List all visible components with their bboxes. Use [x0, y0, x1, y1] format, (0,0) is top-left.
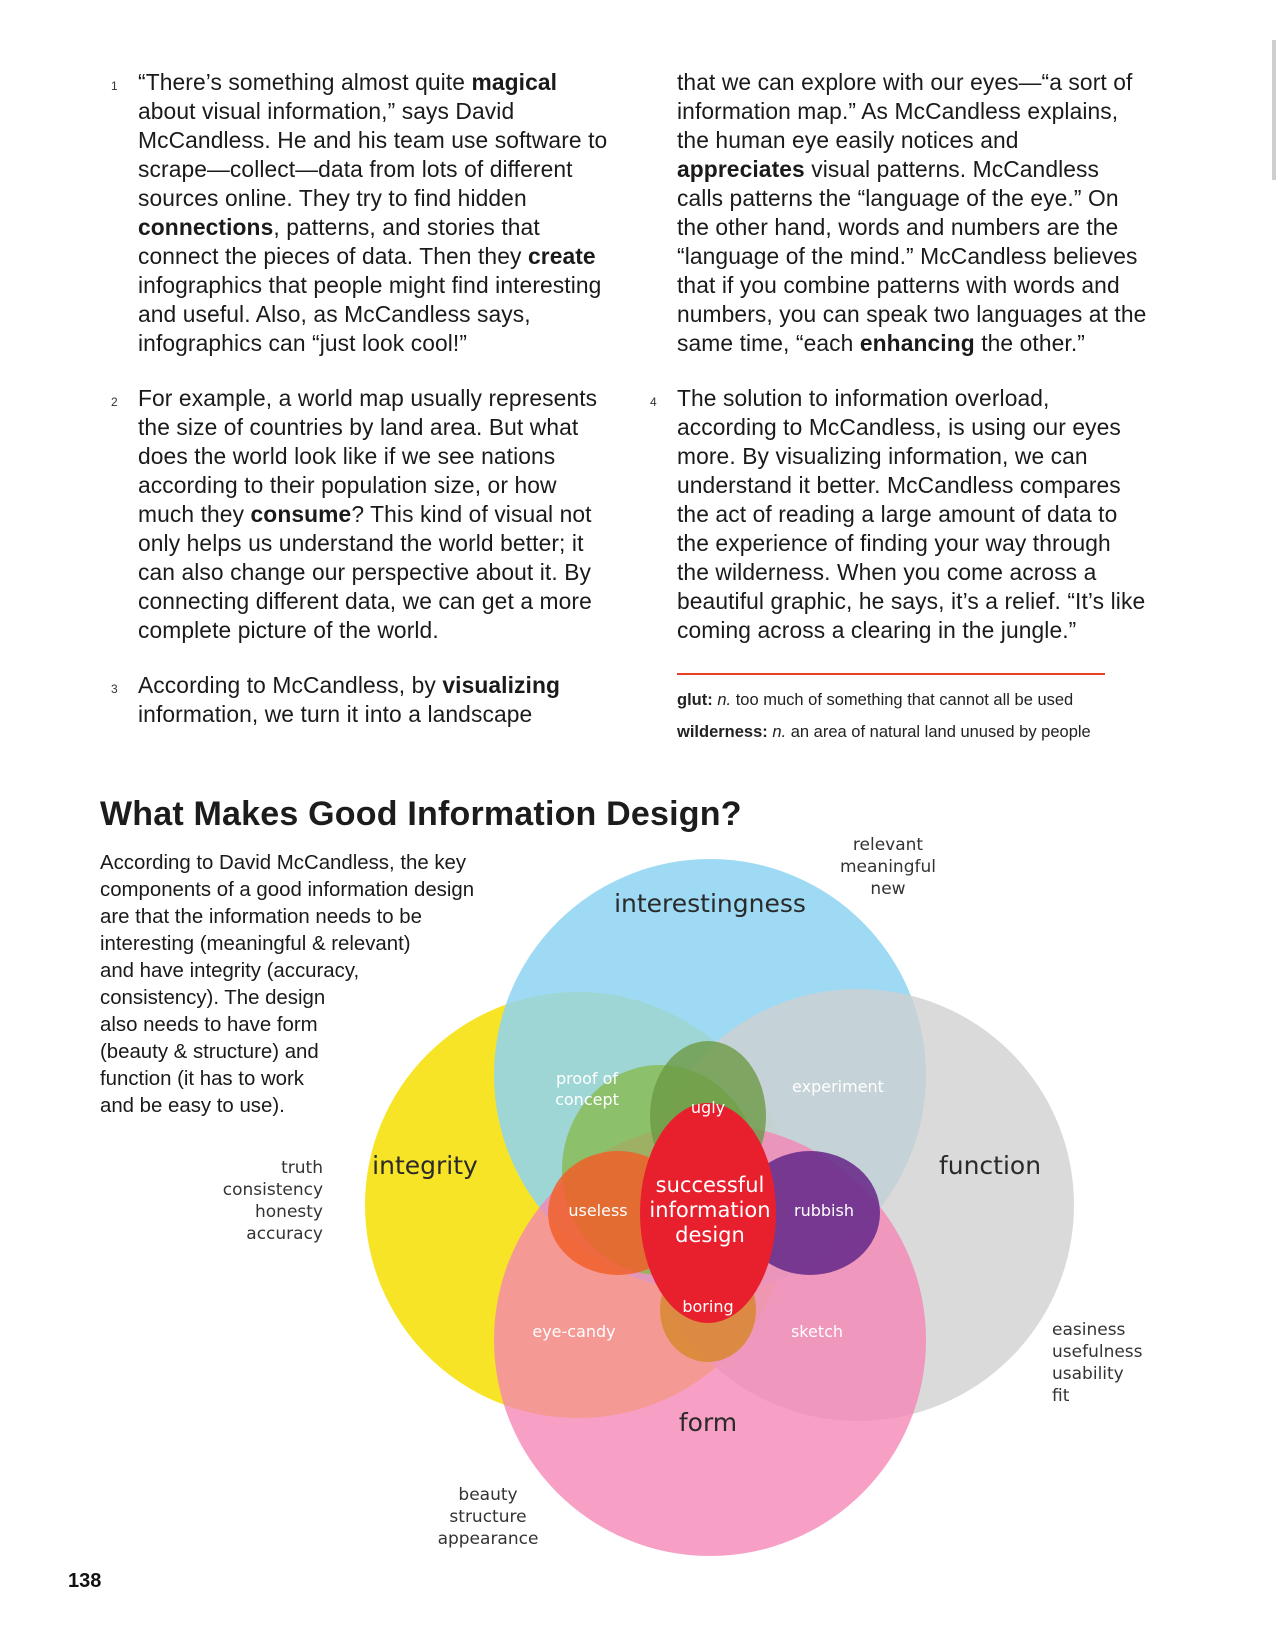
intro-line: and have integrity (accuracy,: [100, 960, 360, 982]
glossary-pos: n.: [717, 691, 732, 709]
eye-candy-label: eye-candy: [532, 1322, 616, 1341]
rubbish-label: rubbish: [794, 1201, 854, 1220]
glossary-definition: too much of something that cannot all be used: [735, 691, 1074, 709]
boring-label: boring: [682, 1297, 734, 1316]
experiment-label: experiment: [792, 1077, 884, 1096]
bold-vocabulary-word: create: [527, 243, 596, 269]
paragraph-1-text: [138, 69, 607, 356]
center-label: design: [675, 1223, 745, 1247]
text-run: ? This kind of visual not only helps us understand the world better; it can also change our perspective about it. By connecting different data, we can get a more complete picture of the world.: [138, 501, 592, 643]
intro-line: also needs to have form: [100, 1014, 318, 1036]
ugly-label: ugly: [690, 1098, 726, 1117]
bold-vocabulary-word: consume: [250, 501, 352, 527]
paragraph-3-continued: [677, 68, 1147, 358]
intro-line: function (it has to work: [100, 1068, 304, 1090]
function-descriptor: fit: [1052, 1386, 1070, 1406]
bold-vocabulary-word: visualizing: [442, 672, 561, 698]
section-heading: What Makes Good Information Design?: [100, 795, 742, 833]
function-descriptor: usability: [1052, 1364, 1124, 1384]
function-descriptor: usefulness: [1052, 1342, 1143, 1362]
interestingness-descriptor: relevant: [852, 835, 924, 855]
center-label: information: [649, 1198, 771, 1222]
text-run: that we can explore with our eyes—“a sort of information map.” As McCandless explains, the human eye easily notices and: [677, 69, 1133, 153]
paragraph-4: [650, 384, 1147, 645]
integrity-descriptor: honesty: [255, 1202, 323, 1222]
intro-line: are that the information needs to be: [100, 906, 422, 928]
text-run: , patterns, and stories that connect the pieces of data. Then they: [138, 214, 540, 269]
paragraph-3-continued-text: [677, 69, 1146, 356]
form-descriptor: beauty: [458, 1485, 518, 1505]
intro-line: consistency). The design: [100, 987, 326, 1009]
bold-vocabulary-word: connections: [138, 214, 274, 240]
glossary-divider: [677, 673, 1105, 675]
glossary-definition: an area of natural land unused by people: [790, 723, 1091, 741]
integrity-descriptor: consistency: [222, 1180, 323, 1200]
text-run: infographics that people might find interesting and useful. Also, as McCandless says, infographics can “just look cool!”: [138, 272, 602, 356]
interestingness-descriptor: meaningful: [840, 857, 936, 877]
paragraph-number: 3: [111, 682, 118, 696]
glossary-pos: n.: [772, 723, 787, 741]
proof-of-concept-label: concept: [555, 1090, 619, 1109]
paragraph-2-text: [138, 385, 597, 643]
paragraph-number: 2: [111, 395, 118, 409]
sketch-label: sketch: [790, 1322, 844, 1341]
page-number: 138: [68, 1570, 102, 1592]
center-label: successful: [655, 1173, 765, 1197]
text-column-right: [650, 68, 1147, 671]
text-run: about visual information,” says David McCandless. He and his team use software to scrape—collect—data from lots of different sources online. They try to find hidden: [138, 98, 608, 211]
text-run: visual patterns. McCandless calls patterns the “language of the eye.” On the other hand, words and numbers are the “language of the mind.” McCandless believes that if you combine patterns with words and numbers, you can speak two languages at the same time, “each: [677, 156, 1147, 356]
paragraph-2: [111, 384, 608, 645]
form-label: form: [678, 1408, 738, 1437]
glossary-entry-glut: [677, 691, 1073, 710]
paragraph-3: [111, 671, 608, 729]
bold-vocabulary-word: magical: [471, 69, 558, 95]
text-run: The solution to information overload, according to McCandless, is using our eyes more. By visualizing information, we can understand it better. McCandless compares the act of reading a large amount of data to the experience of finding your way through the wilderness. When you come across a beautiful graphic, he says, it’s a relief. “It’s like coming across a clearing in the jungle.”: [677, 385, 1146, 643]
intro-line: (beauty & structure) and: [100, 1041, 319, 1063]
intro-line: components of a good information design: [100, 879, 475, 901]
form-descriptor: structure: [449, 1507, 527, 1527]
glossary-term: glut:: [677, 691, 713, 709]
paragraph-4-text: [677, 385, 1145, 643]
paragraph-1: [111, 68, 608, 358]
text-run: information, we turn it into a landscape: [138, 701, 533, 727]
integrity-descriptor: accuracy: [246, 1224, 323, 1244]
integrity-descriptor: truth: [281, 1158, 323, 1178]
glossary-entry-wilderness: [677, 723, 1091, 742]
useless-label: useless: [568, 1201, 628, 1220]
intro-line: interesting (meaningful & relevant): [100, 933, 411, 955]
form-descriptor: appearance: [437, 1529, 539, 1549]
function-descriptor: easiness: [1052, 1320, 1126, 1340]
page-edge-marker: [1272, 40, 1276, 180]
text-run: For example, a world map usually represents the size of countries by land area. But what does the world look like if we see nations according to their population size, or how much they: [138, 385, 598, 527]
bold-vocabulary-word: appreciates: [677, 156, 805, 182]
intro-line: and be easy to use).: [100, 1095, 285, 1117]
bold-vocabulary-word: enhancing: [859, 330, 975, 356]
paragraph-3-text: [138, 672, 560, 727]
intro-line: According to David McCandless, the key: [100, 852, 467, 874]
text-run: “There’s something almost quite: [138, 69, 472, 95]
integrity-label: integrity: [372, 1151, 478, 1180]
interestingness-descriptor: new: [870, 879, 906, 899]
paragraph-number: 4: [650, 395, 657, 409]
paragraph-number: 1: [111, 79, 118, 93]
glossary-term: wilderness:: [677, 723, 768, 741]
interestingness-label: interestingness: [614, 889, 806, 918]
proof-of-concept-label: proof of: [555, 1069, 619, 1088]
text-column-left: [111, 68, 608, 755]
text-run: According to McCandless, by: [138, 672, 443, 698]
text-run: the other.”: [974, 330, 1085, 356]
section-intro: [100, 850, 500, 1120]
function-label: function: [938, 1151, 1042, 1180]
